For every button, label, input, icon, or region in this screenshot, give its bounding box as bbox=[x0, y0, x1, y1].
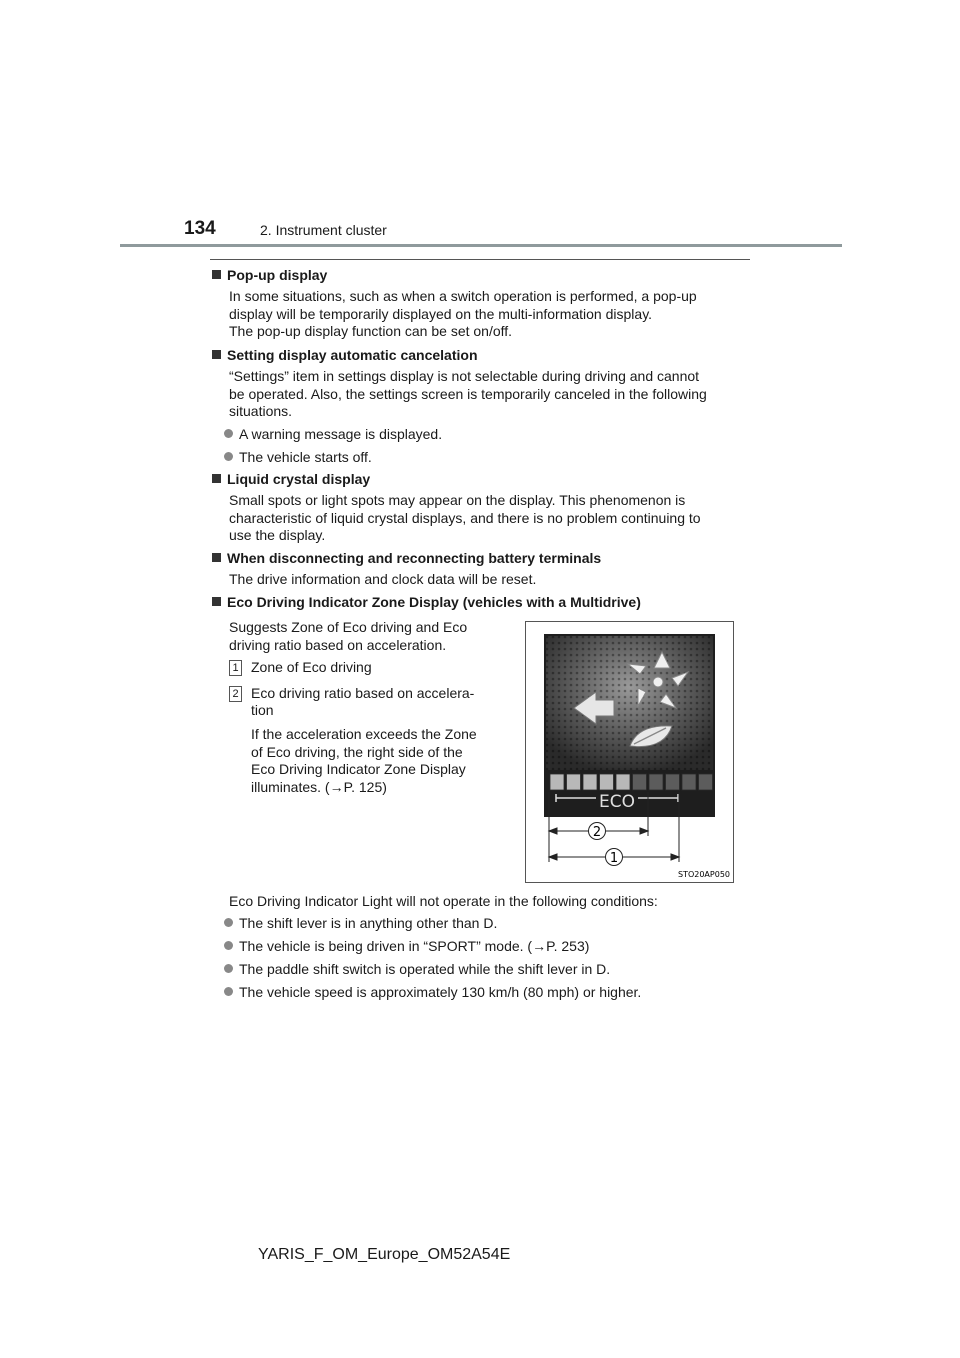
callout-1-label: 1 bbox=[609, 851, 619, 866]
eco-segment bbox=[649, 774, 663, 790]
eco-segment bbox=[699, 774, 713, 790]
list-item: The vehicle speed is approximately 130 km/h (80 mph) or higher. bbox=[222, 984, 746, 1001]
page-number: 134 bbox=[184, 218, 216, 239]
eco-segment bbox=[583, 774, 597, 790]
bullet-dot-icon bbox=[224, 941, 233, 950]
bullet-dot-icon bbox=[224, 987, 233, 996]
square-bullet-icon bbox=[212, 270, 221, 279]
eco-segment bbox=[550, 774, 564, 790]
document-code: YARIS_F_OM_Europe_OM52A54E bbox=[258, 1246, 511, 1263]
eco-note: If the acceleration exceeds the Zone of Eco driving, the right side of the Eco Driving Indicator Zone Display illuminates. (→P. 125) bbox=[251, 726, 477, 795]
callout-number-box: 1 bbox=[229, 660, 242, 676]
list-item: The vehicle is being driven in “SPORT” mode. (→P. 253) bbox=[222, 938, 746, 955]
battery-body: The drive information and clock data will be reset. bbox=[229, 571, 537, 587]
square-bullet-icon bbox=[212, 553, 221, 562]
eco-segment bbox=[666, 774, 680, 790]
eco-segment bbox=[600, 774, 614, 790]
section-title-battery: When disconnecting and reconnecting battery terminals bbox=[210, 550, 601, 567]
list-item: 2 Eco driving ratio based on accelera- tion bbox=[229, 685, 507, 721]
list-item: 1 Zone of Eco driving bbox=[229, 659, 507, 677]
section-rule bbox=[210, 259, 750, 260]
list-item: The shift lever is in anything other than D. bbox=[222, 915, 746, 932]
list-item: A warning message is displayed. bbox=[222, 426, 746, 443]
callout-2-label: 2 bbox=[592, 825, 602, 840]
chapter-title: 2. Instrument cluster bbox=[260, 222, 387, 238]
callout-number-box: 2 bbox=[229, 686, 242, 702]
square-bullet-icon bbox=[212, 474, 221, 483]
lcd-body: Small spots or light spots may appear on the display. This phenomenon is characteristic of liquid crystal displays, and there is no problem continuing to use the display. bbox=[229, 492, 701, 543]
eco-segment bbox=[567, 774, 581, 790]
section-title-popup: Pop-up display bbox=[210, 267, 327, 284]
square-bullet-icon bbox=[212, 350, 221, 359]
popup-body: In some situations, such as when a switch operation is performed, a pop-up display will be temporarily displayed on the multi-information display. The pop-up display function can be set on/off. bbox=[229, 288, 697, 339]
section-title-lcd: Liquid crystal display bbox=[210, 471, 370, 488]
section-title-eco: Eco Driving Indicator Zone Display (vehicles with a Multidrive) bbox=[210, 594, 641, 611]
figure-code: STO20AP050 bbox=[677, 870, 730, 879]
auto-cancel-body: “Settings” item in settings display is not selectable during driving and cannot be operated. Also, the settings screen is temporarily canceled in the following situations. bbox=[229, 368, 707, 419]
eco-intro: Suggests Zone of Eco driving and Eco driving ratio based on acceleration. bbox=[229, 619, 468, 653]
eco-segment bbox=[633, 774, 647, 790]
bullet-dot-icon bbox=[224, 918, 233, 927]
bullet-dot-icon bbox=[224, 452, 233, 461]
square-bullet-icon bbox=[212, 597, 221, 606]
eco-segment bbox=[682, 774, 696, 790]
eco-label: ECO bbox=[599, 792, 635, 812]
bullet-dot-icon bbox=[224, 429, 233, 438]
eco-indicator-illustration bbox=[526, 622, 733, 882]
section-title-auto-cancel: Setting display automatic cancelation bbox=[210, 347, 478, 364]
page-header bbox=[120, 218, 842, 246]
eco-indicator-figure bbox=[525, 621, 734, 883]
bullet-dot-icon bbox=[224, 964, 233, 973]
header-rule bbox=[120, 244, 842, 247]
list-item: The vehicle starts off. bbox=[222, 449, 746, 466]
list-item: The paddle shift switch is operated while the shift lever in D. bbox=[222, 961, 746, 978]
eco-conditions-intro: Eco Driving Indicator Light will not operate in the following conditions: bbox=[229, 893, 658, 909]
eco-segment bbox=[616, 774, 630, 790]
